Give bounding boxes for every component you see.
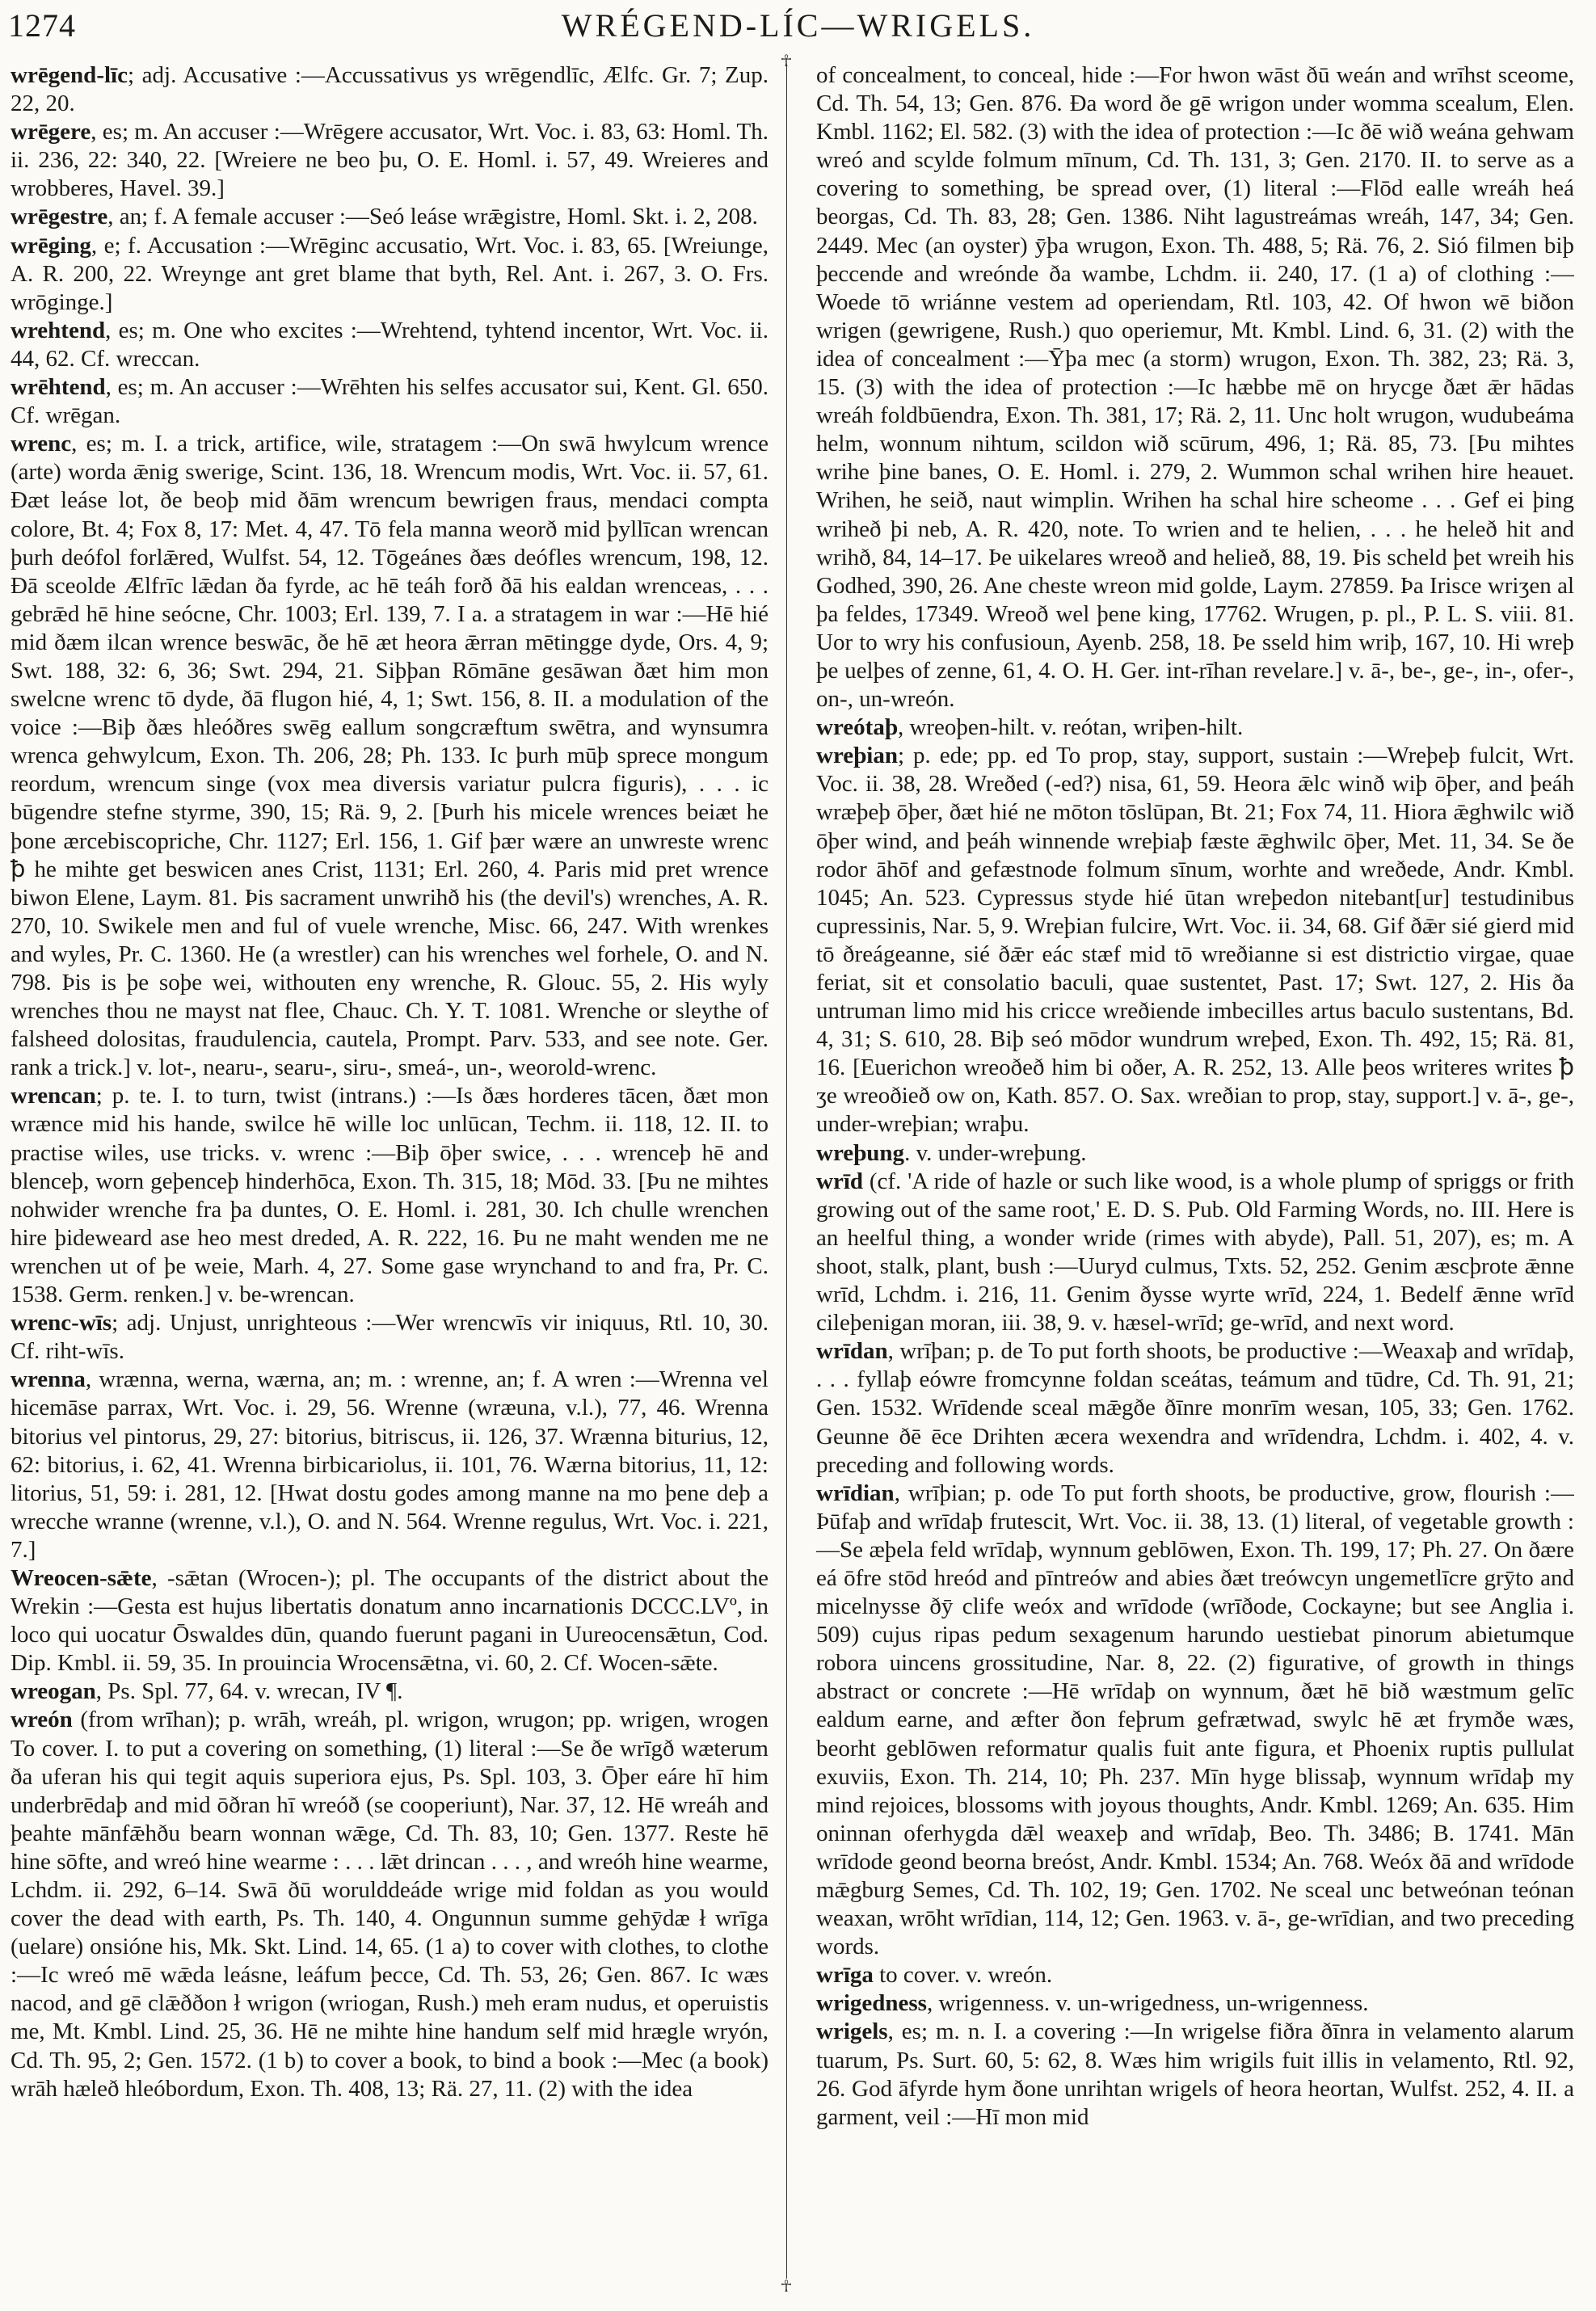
entry-headword: wreogan: [11, 1678, 96, 1705]
entry-headword: wreón: [11, 1707, 73, 1733]
dictionary-entry: [11, 118, 769, 203]
entry-definition: (from wrīhan); p. wrāh, wreáh, pl. wrigon, wrugon; pp. wrigen, wrogen To cover. I. to put a covering on something, (1) literal :—Se ðe wrīgð wæterum ða uferan his qui tegit aquis superiora ejus, Ps. Spl. 103, 3. Ōþer eáre hī him underbrēdaþ and mid ōðran hī wreóð (se cooperiunt), Nar. 37, 12. Hē wreáh and þeahte mānfǣhðu bearn wonnan wǣge, Cd. Th. 83, 10; Gen. 1377. Reste hē hine sōfte, and wreó hine wearme : . . . lǣt drincan . . . , and wreóh hine wearme, Lchdm. ii. 292, 6–14. Swā ðū worulddeáde wrige mid foldan as you would cover the dead with earth, Ps. Th. 140, 4. Ongunnun summe gehȳdæ ł wrīga (uelare) onsióne his, Mk. Skt. Lind. 14, 65. (1 a) to cover with clothes, to clothe :—Ic wreó mē wǣda leásne, leáfum þecce, Cd. Th. 53, 26; Gen. 867. Ic wæs nacod, and gē clǣððon ł wrigon (wriogan, Rush.) meh eram nudus, et operuistis me, Mt. Kmbl. Lind. 25, 36. Hē ne mihte hine handum self mid hrægle wryón, Cd. Th. 95, 2; Gen. 1572. (1 b) to cover a book, to bind a book :—Mec (a book) wrāh hæleð hleóbordum, Exon. Th. 408, 13; Rä. 27, 11. (2) with the idea: [11, 1707, 769, 2102]
entry-definition: . v. under-wreþung.: [904, 1139, 1087, 1166]
dictionary-entry: [11, 1309, 769, 1366]
entry-definition: ; p. ede; pp. ed To prop, stay, support, sustain :—Wreþeþ fulcit, Wrt. Voc. ii. 38, 28. Wreðed (-ed?) nisa, 61, 59. Heora ǣlc winð wiþ ōþer, and þeáh wræþeþ ōþer, ðæt hié ne mōton tōslūpan, Bt. 21; Fox 74, 11. Hiora ǣghwilc wið ōþer wind, and þeáh winnende wreþiaþ fæste ǣghwilc ōþer, Met. 11, 34. Se ðe rodor āhōf and gefæstnode folmum sīnum, worhte and wreðede, Andr. Kmbl. 1045; An. 523. Cypressus styde hié ūtan wreþedon nitebant[ur] testudinibus cupressinis, Nar. 5, 9. Wreþian fulcire, Wrt. Voc. ii. 34, 68. Gif ðǣr sié gierd mid tō ðreágeanne, sié ðǣr eác stæf mid tō wreðianne si est districtio virgae, quae feriat, sit et consolatio baculi, quae sustentet, Past. 17; Swt. 127, 2. His ða untruman limo mid his cricce wreðiende imbecilles artus baculo sustentans, Bd. 4, 31; S. 610, 28. Biþ seó mōdor wundrum wreþed, Exon. Th. 492, 15; Rä. 81, 16. [Euerichon wreoðeð him bi oðer, A. R. 252, 13. Alle þeos writeres writes ꝥ ʒe wreoðieð ow on, Kath. 857. O. Sax. wreðian to prop, stay, support.] v. ā-, ge-, under-wreþian; wraþu.: [816, 743, 1574, 1138]
dictionary-entry: [11, 1564, 769, 1677]
dictionary-entry: [11, 1082, 769, 1309]
entry-headword: wrenc: [11, 431, 72, 457]
dictionary-entry: [816, 742, 1574, 1139]
page-number: 1274: [8, 7, 76, 44]
dictionary-entry: [816, 1337, 1574, 1479]
entry-headword: wrehtend: [11, 317, 106, 343]
entry-headword: wrigels: [816, 2018, 888, 2045]
dictionary-entry: [11, 1706, 769, 2103]
entry-headword: wrīga: [816, 1962, 874, 1989]
entry-definition: of concealment, to conceal, hide :—For hwon wāst ðū weán and wrīhst sceome, Cd. Th. 54, 13; Gen. 876. Ða word ðe gē wrigon under womma scealum, Elen. Kmbl. 1162; El. 582. (3) with the idea of protection :—Ic ðē wið weána gehwam wreó and scylde folmum mīnum, Cd. Th. 131, 3; Gen. 2170. II. to serve as a covering to something, be spread over, (1) literal :—Flōd ealle wreáh heá beorgas, Cd. Th. 83, 28; Gen. 1386. Niht lagustreámas wreáh, 147, 34; Gen. 2449. Mec (an oyster) ȳþa wrugon, Exon. Th. 488, 5; Rä. 76, 2. Sió filmen biþ þeccende and wreónde ða wambe, Lchdm. ii. 240, 17. (1 a) of clothing :—Woede tō wriánne vestem ad operiendam, Rtl. 103, 42. Of hwon wē biðon wrigen (gewrigene, Rush.) quo operiemur, Mt. Kmbl. Lind. 6, 31. (2) with the idea of concealment :—Ȳþa mec (a storm) wrugon, Exon. Th. 382, 23; Rä. 3, 15. (3) with the idea of protection :—Ic hæbbe mē on hrycge ðæt ǣr hādas wreáh foldbūendra, Exon. Th. 381, 17; Rä. 2, 11. Unc holt wrugon, wudubeáma helm, wonnum nihtum, scildon wið scūrum, 496, 1; Rä. 85, 73. [Þu mihtes wrihe þine banes, O. E. Homl. i. 279, 2. Wummon schal wrihen hire heauet. Wrihen, he seið, naut wimplin. Wrihen ha schal hire scheome . . . Gef ei þing wriheð þi neb, A. R. 420, note. To wrien and te helien, . . . he heleð hit and wrihð, 84, 14–17. Þe uikelares wreoð and helieð, 88, 19. Þis scheld þet wreih his Godhed, 390, 26. Ane cheste wreon mid golde, Laym. 27859. Þa Irisce wriʒen al þa feldes, 17349. Wreoð wel þene king, 17762. Wrugen, p. pl., P. L. S. viii. 81. Uor to wry his confusioun, Ayenb. 258, 18. Þe sseld him wriþ, 167, 10. Hi wreþ þe uelþes of zenne, 61, 4. O. H. Ger. int-rīhan revelare.] v. ā-, be-, ge-, in-, ofer-, on-, un-wreón.: [816, 62, 1574, 713]
entry-headword: wrēgestre: [11, 204, 108, 230]
entry-definition: , wrigenness. v. un-wrigedness, un-wrigenness.: [926, 1990, 1369, 2017]
dictionary-entry: [816, 1168, 1574, 1338]
entry-headword: wrīdan: [816, 1338, 888, 1365]
entry-definition: , es; m. An accuser :—Wrēgere accusator, Wrt. Voc. i. 83, 63: Homl. Th. ii. 236, 22: 340, 22. [Wreiere ne beo þu, O. E. Homl. i. 57, 49. Wreieres and wrobberes, Havel. 39.]: [11, 119, 769, 202]
entry-definition: , es; m. An accuser :—Wrēhten his selfes accusator sui, Kent. Gl. 650. Cf. wrēgan.: [11, 374, 769, 429]
entry-definition: , es; m. n. I. a covering :—In wrigelse fiðra ðīnra in velamento alarum tuarum, Ps. Surt. 60, 5: 62, 8. Wæs him wrigils fuit illis in velamento, Rtl. 92, 26. God āfyrde hym ðone unrihtan wrigels of heora heortan, Wulfst. 252, 4. II. a garment, veil :—Hī mon mid: [816, 2018, 1574, 2130]
right-column: [816, 61, 1574, 2292]
entry-definition: , wrænna, werna, wærna, an; m. : wrenne, an; f. A wren :—Wrenna vel hicemāse parrax, Wrt. Voc. i. 29, 56. Wrenne (wræuna, v.l.), 77, 46. Wrenna bitorius vel pintorus, 29, 27: bitorius, bitriscus, ii. 126, 37. Wrænna biturius, 12, 62: bitorius, i. 62, 41. Wrenna birbicariolus, ii. 101, 76. Wærna bitorius, 11, 12: litorius, 51, 59: i. 281, 12. [Hwat dostu godes among manne na mo þene deþ a wrecche wranne (wrenne, v.l.), O. and N. 564. Wrenne regulus, Wrt. Voc. i. 221, 7.]: [11, 1366, 769, 1563]
dictionary-entry: [11, 1677, 769, 1706]
entry-headword: wrencan: [11, 1083, 96, 1109]
dictionary-entry: [11, 430, 769, 1082]
entry-headword: wrigedness: [816, 1990, 927, 2017]
entry-definition: , e; f. Accusation :—Wrēginc accusatio, Wrt. Voc. i. 83, 65. [Wreiunge, A. R. 200, 22. Wreynge ant gret blame that byth, Rel. Ant. i. 267, 3. O. Frs. wrōginge.]: [11, 232, 769, 315]
column-ornament-top-icon: ☥: [780, 53, 793, 70]
entry-definition: , Ps. Spl. 77, 64. v. wrecan, IV ¶.: [95, 1678, 403, 1705]
entry-headword: wrēgend-līc: [11, 62, 128, 88]
column-ornament-bottom-icon: ☥: [780, 2278, 793, 2296]
running-title: WRÉGEND-LÍC—WRIGELS.: [561, 7, 1035, 44]
dictionary-entry: [11, 232, 769, 317]
entry-headword: wrenna: [11, 1366, 86, 1393]
dictionary-entry: [11, 1366, 769, 1564]
entry-definition: , -sǣtan (Wrocen-); pl. The occupants of the district about the Wrekin :—Gesta est hujus libertatis donatum anno incarnationis DCCC.LVº, in loco qui uocatur Ōswaldes dūn, quando fuerunt pagani in Uureocensǣtun, Cod. Dip. Kmbl. ii. 59, 35. In prouincia Wrocensǣtna, vi. 60, 2. Cf. Wocen-sǣte.: [11, 1564, 769, 1677]
entry-definition: , wreoþen-hilt. v. reótan, wriþen-hilt.: [897, 714, 1244, 741]
dictionary-entry: [11, 373, 769, 430]
entry-definition: (cf. 'A ride of hazle or such like wood, is a whole plump of spriggs or frith growing out of the same root,' E. D. S. Pub. Old Farming Words, no. III. Here is an heelful thing, a wonder wride (rimes with abyde), Pall. 51, 207), es; m. A shoot, stalk, plant, bush :—Uuryd culmus, Txts. 52, 252. Genim æscþrote ǣnne wrīd, Lchdm. i. 216, 11. Genim ðysse wyrte wrīd, 224, 1. Bedelf ǣnne wrīd cileþenigan moran, iii. 38, 9. v. hæsel-wrīd; ge-wrīd, and next word.: [816, 1168, 1574, 1337]
entry-headword: wreþung: [816, 1139, 905, 1166]
entry-definition: ; p. te. I. to turn, twist (intrans.) :—Is ðæs horderes tācen, ðæt mon wrænce mid his hande, swilce hē wille loc unlūcan, Techm. ii. 118, 12. II. to practise wiles, use tricks. v. wrenc :—Biþ ōþer swice, . . . wrenceþ hē and blenceþ, worn geþenceþ hinderhōca, Exon. Th. 315, 18; Mōd. 33. [Þu ne mihtes nohwider wrenche fra þa duntes, O. E. Homl. i. 281, 30. Ich chulle wrenchen hire þideweard ase heo mest dreded, A. R. 222, 16. Þu ne maht wenden me ne wrenchen ut of þe weie, Marh. 4, 27. Some gase wrynchand to and fra, Pr. C. 1538. Germ. renken.] v. be-wrencan.: [11, 1083, 769, 1308]
entry-definition: , wrīþan; p. de To put forth shoots, be productive :—Weaxaþ and wrīdaþ, . . . fyllaþ eówre fromcynne foldan sceátas, teámum and tūdre, Cd. Th. 91, 21; Gen. 1532. Wrīdende sceal mǣgðe ðīnre monrīm wesan, 105, 33; Gen. 1762. Geunne ðē ēce Drihten æcera wexendra and wrīdendra, Lchdm. i. 402, 4. v. preceding and following words.: [816, 1338, 1574, 1478]
entry-headword: wreótaþ: [816, 714, 898, 741]
dictionary-entry: [11, 61, 769, 118]
dictionary-entry: [11, 203, 769, 231]
entry-headword: wreþian: [816, 743, 898, 769]
entry-headword: wrenc-wīs: [11, 1310, 112, 1337]
entry-headword: wrīd: [816, 1168, 863, 1194]
column-divider: [786, 65, 787, 2279]
dictionary-entry: [11, 317, 769, 373]
entry-definition: , an; f. A female accuser :—Seó leáse wrǣgistre, Homl. Skt. i. 2, 208.: [107, 204, 758, 230]
dictionary-entry: [816, 1480, 1574, 1962]
entry-definition: ; adj. Accusative :—Accussativus ys wrēgendlīc, Ælfc. Gr. 7; Zup. 22, 20.: [11, 62, 769, 117]
entry-definition: , es; m. I. a trick, artifice, wile, stratagem :—On swā hwylcum wrence (arte) worda ǣnig swerige, Scint. 136, 18. Wrencum modis, Wrt. Voc. ii. 57, 61. Ðæt leáse lot, ðe beoþ mid ðām wrencum bewrigen fraus, mendaci compta colore, Bt. 4; Fox 8, 17: Met. 4, 47. Tō fela manna weorð mid þyllīcan wrencan þurh deófol forlǣred, Wulfst. 54, 12. Tōgeánes ðæs deófles wrencum, 198, 12. Ðā sceolde Ælfrīc lǣdan ða fyrde, ac hē teáh forð ðā his ealdan wrenceas, . . . gebrǣd hē hine seócne, Chr. 1003; Erl. 139, 7. I a. a stratagem in war :—Hē hié mid ðæm ilcan wrence beswāc, ðe hē æt heora ǣrran mētingge dyde, Ors. 4, 9; Swt. 188, 32: 6, 36; Swt. 294, 21. Siþþan Rōmāne gesāwan ðæt him mon swelcne wrenc tō dyde, ðā flugon hié, 4, 1; Swt. 156, 8. II. a modulation of the voice :—Biþ ðæs hleóðres swēg eallum songcræftum swētra, and wynsumra wrenca gehwylcum, Exon. Th. 206, 28; Ph. 133. Ic þurh mūþ sprece mongum reordum, wrencum singe (vox mea diversis variatur pulcra figuris), . . . ic būgendre stefne styrme, 390, 15; Rä. 9, 2. [Þurh his micele wrences beiæt he þone ærcebiscopriche, Chr. 1127; Erl. 156, 1. Gif þær wære an unwreste wrenc ꝥ he mihte get beswicen anes Crist, 1131; Erl. 260, 4. Paris mid pret wrence biwon Elene, Laym. 81. Þis sacrament unwrihð his (the devil's) wrenches, A. R. 270, 10. Swikele men and ful of vuele wrenche, Misc. 66, 247. With wrenkes and wyles, Pr. C. 1360. He (a wrestler) can his wrenches wel forhele, O. and N. 798. Þis is þe soþe wei, withouten eny wrenche, R. Glouc. 55, 2. His wyly wrenches thou ne mayst nat flee, Chauc. Ch. Y. T. 1081. Wrenche or sleythe of falsheed dolositas, fraudulencia, cautela, Prompt. Parv. 533, and see note. Ger. rank a trick.] v. lot-, nearu-, searu-, siru-, smeá-, un-, weorold-wrenc.: [11, 431, 769, 1081]
dictionary-entry: [816, 714, 1574, 742]
dictionary-entry: [816, 1139, 1574, 1168]
entry-headword: Wreocen-sǣte: [11, 1564, 152, 1591]
dictionary-entry: [816, 2018, 1574, 2131]
entry-definition: , es; m. One who excites :—Wrehtend, tyhtend incentor, Wrt. Voc. ii. 44, 62. Cf. wreccan.: [11, 317, 769, 372]
entry-definition: ; adj. Unjust, unrighteous :—Wer wrencwīs vir iniquus, Rtl. 10, 30. Cf. riht-wīs.: [11, 1310, 769, 1365]
entry-definition: , wrīþian; p. ode To put forth shoots, be productive, grow, flourish :—Þūfaþ and wrīdaþ frutescit, Wrt. Voc. ii. 38, 13. (1) literal, of vegetable growth :—Se æþela feld wrīdaþ, wynnum geblōwen, Exon. Th. 199, 17; Ph. 27. On ðære eá ōfre stōd hreód and pīntreów and abies ðæt treówcyn ungemetlīcre grȳto and micelnysse ðȳ clife weóx and wrīdode (wrīðode, Cockayne; but see Anglia i. 509) cujus ripas pedum sexagenum harundo uestiebat pinorum abietumque robora uincens grossitudine, Nar. 8, 22. (2) figurative, of growth in things abstract or concrete :—Hē wrīdaþ on wynnum, ðæt hē bið wæstmum gelīc ealdum earne, and æfter ðon feþrum gefrætwad, swylc hē æt frymðe wæs, beorht geblōwen reformatur qualis fuit ante figura, et Phoenix ruptis pullulat exuviis, Exon. Th. 214, 10; Ph. 237. Mīn hyge blissaþ, wynnum wrīdaþ my mind rejoices, blossoms with joyous thoughts, Andr. Kmbl. 1269; An. 635. Him oninnan oferhygda dǣl weaxeþ and wrīdaþ, Beo. Th. 3486; B. 1741. Mān wrīdode geond beorna breóst, Andr. Kmbl. 1534; An. 768. Weóx ðā and wrīdode mǣgburg Semes, Cd. Th. 102, 19; Gen. 1702. Ne sceal unc betweónan teónan weaxan, wrōht wrīdian, 114, 12; Gen. 1963. v. ā-, ge-wrīdian, and two preceding words.: [816, 1480, 1574, 1960]
entry-headword: wrēging: [11, 232, 91, 259]
page-header: [0, 0, 1596, 48]
entry-headword: wrēhtend: [11, 374, 106, 401]
dictionary-entry: [816, 1961, 1574, 1989]
entry-headword: wrēgere: [11, 119, 91, 145]
entry-headword: wrīdian: [816, 1480, 895, 1506]
left-column: [11, 61, 769, 2292]
dictionary-entry: [816, 61, 1574, 714]
dictionary-entry: [816, 1989, 1574, 2018]
entry-definition: to cover. v. wreón.: [873, 1962, 1053, 1989]
